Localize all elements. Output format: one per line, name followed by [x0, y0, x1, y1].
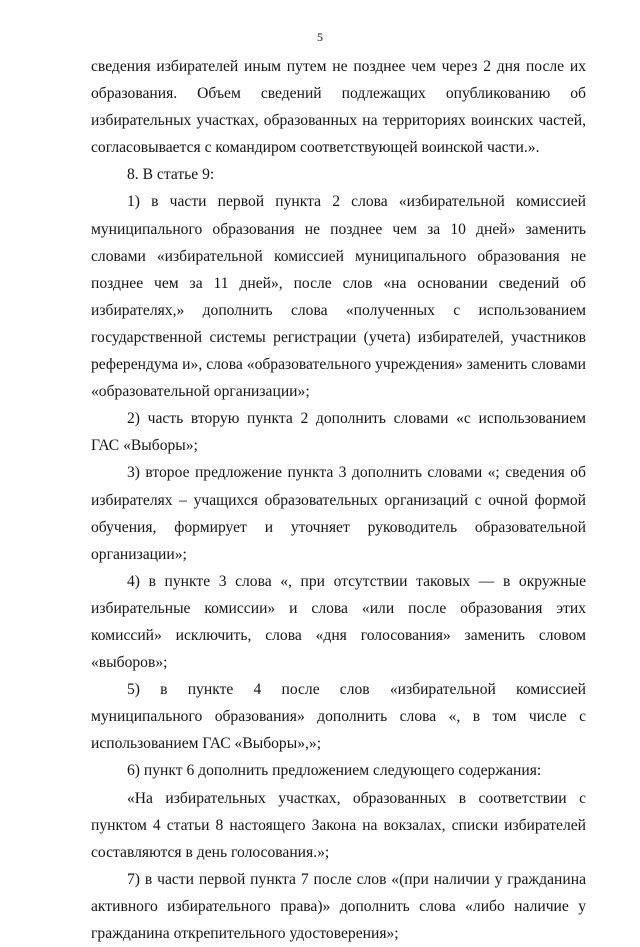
paragraph-continuation: сведения избирателей иным путем не позднее чем через 2 дня после их образования. Объем сведений подлежащих опубликованию об избирательных участках, образованных на территориях воинских частей, согласовывается с командиром соответствующей воинской части.».	[91, 58, 586, 157]
amendment-item-6: 6) пункт 6 дополнить предложением следующего содержания:	[127, 762, 542, 780]
page-number: 5	[317, 30, 323, 44]
amendment-item-5: 5) в пункте 4 после слов «избирательной комиссией муниципального образования» дополнить слова «, в том числе с использованием ГАС «Выборы»,»;	[91, 681, 586, 753]
article-heading: 8. В статье 9:	[127, 166, 215, 184]
amendment-item-1: 1) в части первой пункта 2 слова «избирательной комиссией муниципального образования не позднее чем за 10 дней» заменить словами «избирательной комиссией муниципального образования не позднее чем за 11 дней», после слов «на основании сведений об избирателях,» дополнить слова «полученных с использованием государственной системы регистрации (учета) избирателей, участников референдума и», слова «образовательного учреждения» заменить словами «образовательной организации»;	[91, 193, 586, 401]
quoted-addition: «На избирательных участках, образованных в соответствии с пунктом 4 статьи 8 настоящего Закона на вокзалах, списки избирателей составляются в день голосования.»;	[91, 789, 586, 861]
amendment-item-3: 3) второе предложение пункта 3 дополнить словами «; сведения об избирателях – учащихся образовательных организаций с очной формой обучения, формирует и уточняет руководитель образовательной организации»;	[91, 464, 586, 563]
amendment-item-4: 4) в пункте 3 слова «, при отсутствии таковых — в окружные избирательные комиссии» и слова «или после образования этих комиссий» исключить, слова «дня голосования» заменить словом «выборов»;	[91, 572, 586, 672]
amendment-item-2: 2) часть вторую пункта 2 дополнить словами «с использованием ГАС «Выборы»;	[91, 410, 586, 455]
document-body	[91, 53, 586, 947]
amendment-item-7: 7) в части первой пункта 7 после слов «(при наличии у гражданина активного избирательного права)» дополнить слова «либо наличие у гражданина открепительного удостоверения»;	[91, 870, 586, 942]
